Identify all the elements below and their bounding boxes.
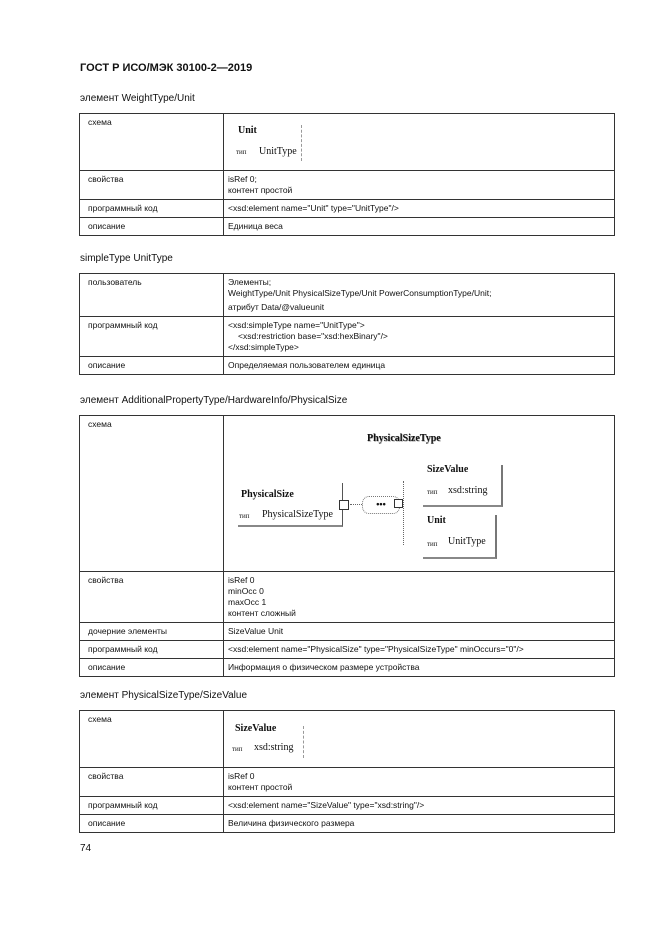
row-label: дочерние элементы <box>80 623 224 641</box>
value-line: isRef 0 <box>228 771 255 781</box>
schema-element-name: Unit <box>238 125 257 136</box>
row-label: схема <box>80 114 224 171</box>
schema-type-keyword: тип <box>236 148 247 156</box>
table-row <box>80 659 615 677</box>
table-row <box>80 171 615 200</box>
schema-cell <box>224 711 615 768</box>
schema-child-name: Unit <box>427 515 446 526</box>
row-label: программный код <box>80 317 224 357</box>
schema-child-name: SizeValue <box>427 464 469 475</box>
value-line: WeightType/Unit PhysicalSizeType/Unit PowerConsumptionType/Unit; <box>228 288 492 298</box>
schema-box-edge <box>301 125 303 161</box>
sequence-compositor-icon: ••• <box>362 496 400 514</box>
value-line: <xsd:simpleType name="UnitType"> <box>228 320 365 330</box>
schema-element-name: SizeValue <box>235 723 277 734</box>
schema-type-keyword: тип <box>232 745 243 753</box>
schema-child-type-name: UnitType <box>448 536 486 547</box>
schema-type-name: xsd:string <box>254 742 294 753</box>
schema-type-name: UnitType <box>259 146 297 157</box>
schema-box-edge <box>303 726 305 758</box>
row-value: Величина физического размера <box>224 815 615 833</box>
section-title-physicalsize: элемент AdditionalPropertyType/HardwareInfo/PhysicalSize <box>80 395 348 406</box>
schema-child-type-name: xsd:string <box>448 485 488 496</box>
value-line: Элементы; <box>228 277 272 287</box>
value-line: контент простой <box>228 185 293 195</box>
table-row <box>80 357 615 375</box>
row-label: программный код <box>80 200 224 218</box>
table-row <box>80 768 615 797</box>
value-line: атрибут Data/@valueunit <box>228 302 325 312</box>
table-sizevalue <box>79 710 615 833</box>
schema-main-type-keyword: тип <box>239 512 250 520</box>
table-weighttype-unit <box>79 113 615 236</box>
table-row <box>80 572 615 623</box>
row-value: <xsd:element name="SizeValue" type="xsd:string"/> <box>224 797 615 815</box>
table-row <box>80 641 615 659</box>
table-row <box>80 711 615 768</box>
row-label: описание <box>80 815 224 833</box>
row-label: схема <box>80 416 224 572</box>
page-header: ГОСТ Р ИСО/МЭК 30100-2—2019 <box>80 62 253 74</box>
schema-expand-box <box>339 500 349 510</box>
row-value: Определяемая пользователем единица <box>224 357 615 375</box>
table-row <box>80 317 615 357</box>
section-title-unittype: simpleType UnitType <box>80 253 173 264</box>
value-line: isRef 0 <box>228 575 255 585</box>
schema-cell <box>224 416 615 572</box>
row-value <box>224 171 615 200</box>
value-line: контент простой <box>228 782 293 792</box>
row-label: пользователь <box>80 274 224 317</box>
schema-compositor-box <box>394 499 403 508</box>
value-line: <xsd:restriction base="xsd:hexBinary"/> <box>238 331 388 341</box>
schema-child-type-keyword: тип <box>427 488 438 496</box>
schema-cell <box>224 114 615 171</box>
table-row <box>80 797 615 815</box>
row-label: программный код <box>80 797 224 815</box>
table-physicalsize <box>79 415 615 677</box>
row-value <box>224 768 615 797</box>
value-line: isRef 0; <box>228 174 257 184</box>
row-label: описание <box>80 659 224 677</box>
row-label: описание <box>80 218 224 236</box>
table-row <box>80 218 615 236</box>
schema-main-name: PhysicalSize <box>241 489 294 500</box>
row-label: программный код <box>80 641 224 659</box>
row-value: SizeValue Unit <box>224 623 615 641</box>
row-value <box>224 274 615 317</box>
page-number: 74 <box>80 843 92 854</box>
row-value <box>224 317 615 357</box>
row-label: свойства <box>80 171 224 200</box>
section-title-weighttype-unit: элемент WeightType/Unit <box>80 93 195 104</box>
section-title-sizevalue: элемент PhysicalSizeType/SizeValue <box>80 690 248 701</box>
table-row <box>80 274 615 317</box>
table-unittype <box>79 273 615 375</box>
table-row <box>80 623 615 641</box>
row-value: Информация о физическом размере устройства <box>224 659 615 677</box>
row-value <box>224 572 615 623</box>
table-row <box>80 200 615 218</box>
value-line: maxOcc 1 <box>228 597 267 607</box>
row-label: свойства <box>80 572 224 623</box>
row-value: Единица веса <box>224 218 615 236</box>
value-line: контент сложный <box>228 608 296 618</box>
row-value: <xsd:element name="PhysicalSize" type="PhysicalSizeType" minOccurs="0"/> <box>224 641 615 659</box>
table-row <box>80 114 615 171</box>
schema-connector-line <box>350 504 362 505</box>
schema-group-title: PhysicalSizeType <box>367 433 441 444</box>
value-line: </xsd:simpleType> <box>228 342 299 352</box>
schema-child-type-keyword: тип <box>427 540 438 548</box>
row-label: описание <box>80 357 224 375</box>
row-value: <xsd:element name="Unit" type="UnitType"/> <box>224 200 615 218</box>
row-label: схема <box>80 711 224 768</box>
table-row <box>80 815 615 833</box>
schema-main-type-name: PhysicalSizeType <box>262 509 333 520</box>
value-line: minOcc 0 <box>228 586 264 596</box>
table-row <box>80 416 615 572</box>
row-label: свойства <box>80 768 224 797</box>
schema-branch-line <box>403 481 412 545</box>
